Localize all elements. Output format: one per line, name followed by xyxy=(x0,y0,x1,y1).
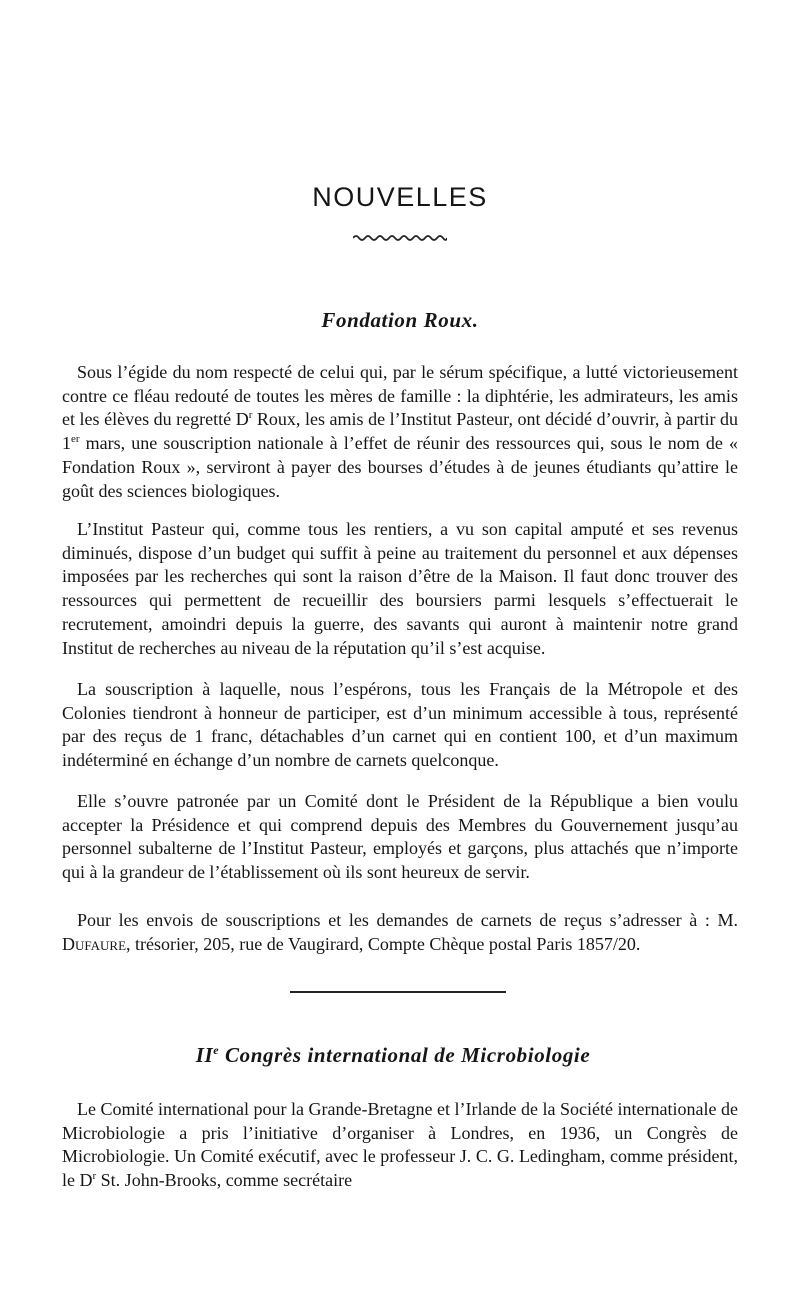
section-heading-congres: IIe Congrès international de Microbiologie xyxy=(195,1043,591,1067)
paragraph-6: Le Comité international pour la Grande-Bretagne et l’Irlande de la Société internationale de Microbiologie a pris l’initiative d’organiser à Londres, en 1936, un Congrès de Microbiologie. Un Comité exécutif, avec le professeur J. C. G. Ledingham, comme président, le $D^r$ St. John-Brooks, comme secrétaire xyxy=(62,1099,738,1191)
decorative-squiggle-ornament xyxy=(353,234,447,242)
paragraph-5: Pour les envois de souscriptions et les demandes de carnets de reçus s’adresser à : M. Dufaure, trésorier, 205, rue de Vaugirard, Compte Chèque postal Paris 1857/20. xyxy=(62,910,738,954)
paragraph-1: Sous l’égide du nom respecté de celui qui, par le sérum spécifique, a lutté victorieusement contre ce fléau redouté de toutes les mères de famille : la diphtérie, les admirateurs, les amis et les élèves du regretté $D^r$ Roux, les amis de l’Institut Pasteur, ont décidé d’ouvrir, à partir du 1er mars, une souscription nationale à l’effet de réunir des ressources qui, sous le nom de « Fondation Roux », serviront à payer des bourses d’études à de jeunes étudiants qu’attire le goût des sciences biologiques. xyxy=(62,362,738,501)
paragraph-3: La souscription à laquelle, nous l’espérons, tous les Français de la Métropole et des Colonies tiendront à honneur de participer, est d’un minimum accessible à tous, représenté par des reçus de 1 franc, détachables d’un carnet qui en contient 100, et d’un maximum indéterminé en échange d’un nombre de carnets quelconque. xyxy=(62,679,738,771)
section-divider xyxy=(290,991,506,993)
section-heading-fondation-roux: Fondation Roux. xyxy=(321,308,479,332)
paragraph-4: Elle s’ouvre patronée par un Comité dont le Président de la République a bien voulu accepter la Présidence et qui comprend depuis des Membres du Gouvernement jusqu’au personnel subalterne de l’Institut Pasteur, employés et garçons, plus attachés que n’importe qui à la grandeur de l’établissement où ils sont heureux de servir. xyxy=(62,791,738,883)
page-title: NOUVELLES xyxy=(312,182,488,212)
paragraph-2: L’Institut Pasteur qui, comme tous les rentiers, a vu son capital amputé et ses revenus diminués, dispose d’un budget qui suffit à peine au traitement du personnel et aux dépenses imposées par les recherches qui sont la raison d’être de la Maison. Il faut donc trouver des ressources qui permettent de recueillir des boursiers parmi lesquels s’effectuerait le recrutement, amoindri depuis la guerre, des savants qui auront à maintenir notre grand Institut de recherches au niveau de la réputation qu’il s’est acquise. xyxy=(62,519,738,658)
treasurer-name: Dufaure xyxy=(62,933,127,954)
